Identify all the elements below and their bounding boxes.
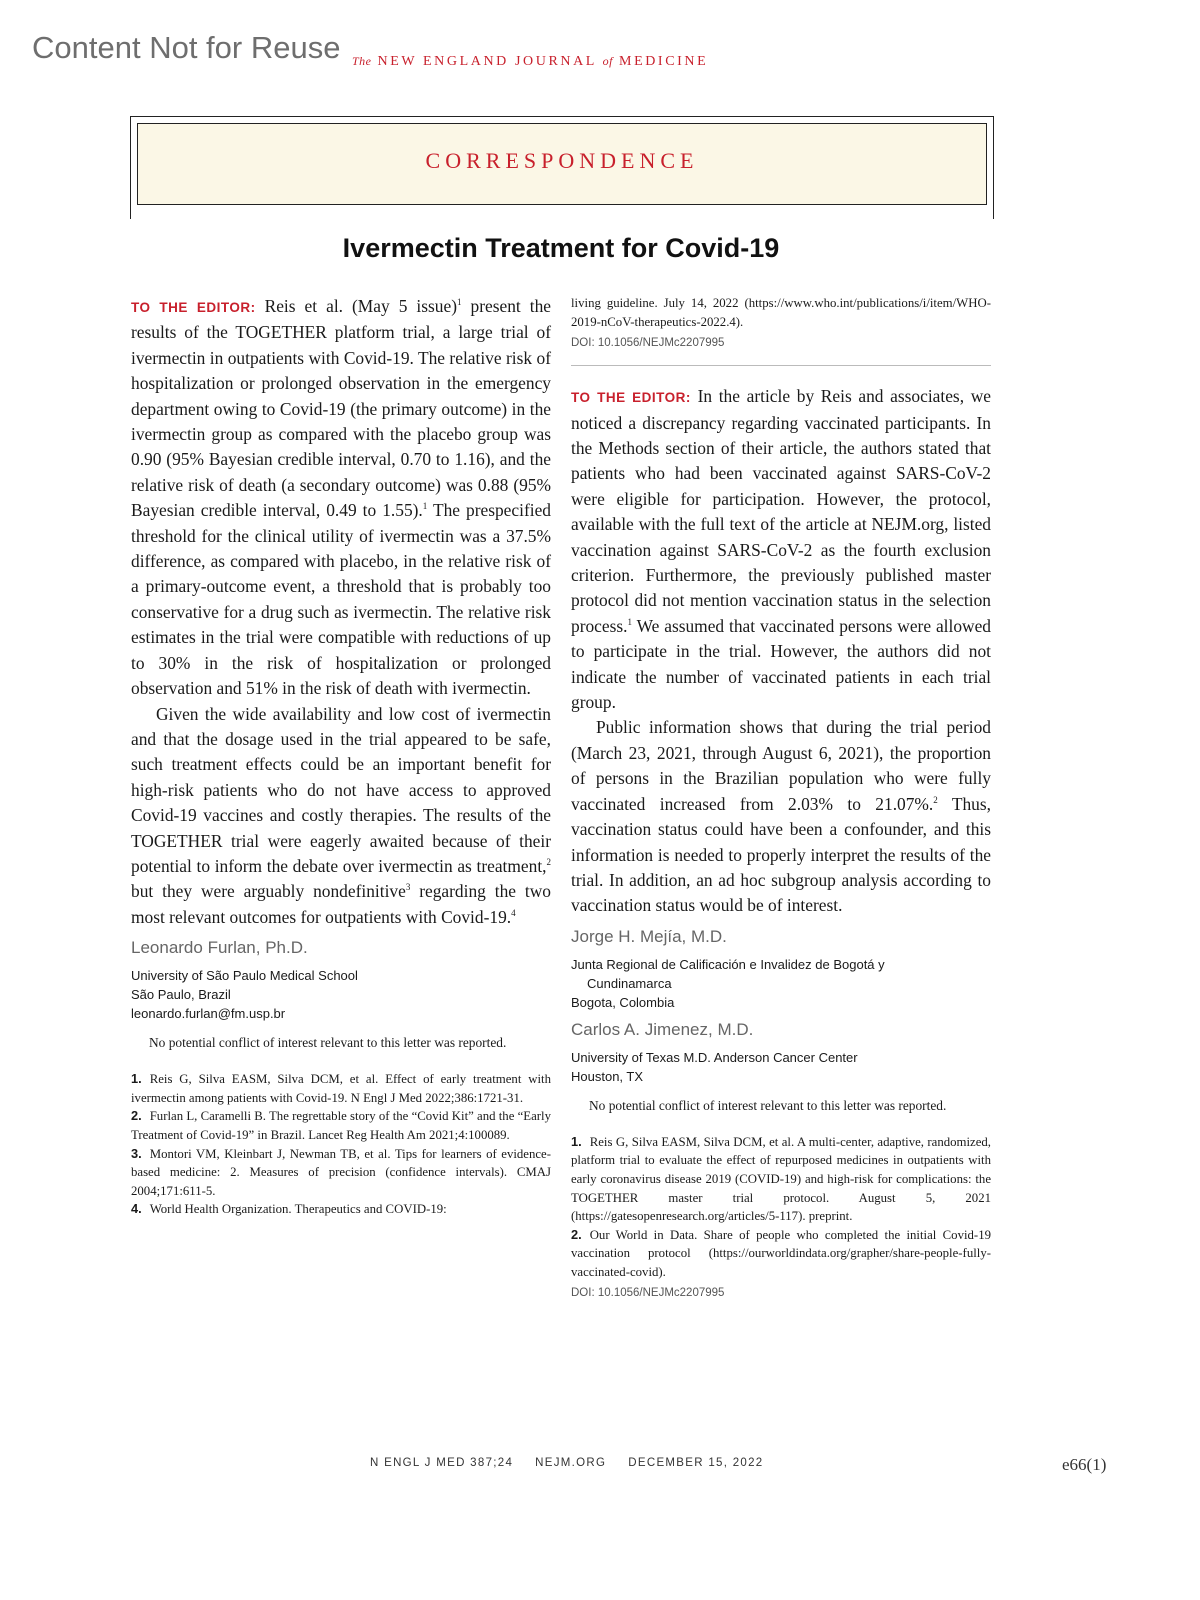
doi[interactable]: DOI: 10.1056/NEJMc2207995 bbox=[571, 337, 725, 350]
section-title: CORRESPONDENCE bbox=[425, 148, 699, 173]
author-email[interactable]: leonardo.furlan@fm.usp.br bbox=[131, 1006, 286, 1022]
article-title: Ivermectin Treatment for Covid-19 bbox=[342, 233, 780, 263]
letter1-paragraph-2: Given the wide availability and low cost of ivermectin and that the dosage used in the trial appeared to be safe, such treatment effects could be an important benefit for high-risk patients who do not have access to approved Covid-19 vaccines and costly therapies. The results of the TOGETHER trial were eagerly awaited because of their potential to inform the debate over ivermectin as treatment,$^2$ but they were arguably nondefinitive$^3$ regarding the two most relevant outcomes for outpatients with Covid-19.$^4$ bbox=[131, 703, 551, 927]
reference-list bbox=[131, 1070, 551, 1219]
left-column bbox=[131, 294, 551, 1219]
reference-item: 1. Reis G, Silva EASM, Silva DCM, et al. A multi-center, adaptive, randomized, platform trial to evaluate the effect of repurposed medicines in outpatients with early coronavirus disease 2019 (COVID-19) and high-risk for complications: the TOGETHER master trial protocol. August 5, 2021 (https://gatesopenresearch.org/articles/5-117). preprint. bbox=[571, 1133, 991, 1224]
author-name: Carlos A. Jimenez, M.D. bbox=[571, 1019, 754, 1039]
reference-list bbox=[571, 1133, 991, 1282]
reference-continuation: living guideline. July 14, 2022 (https://www.who.int/publications/i/item/WHO-2019-nCoV-therapeutics-2022.4). bbox=[571, 296, 991, 329]
reference-item: 2. Furlan L, Caramelli B. The regrettable story of the “Covid Kit” and the “Early Treatment of Covid-19” in Brazil. Lancet Reg Health Am 2021;4:100089. bbox=[131, 1108, 551, 1142]
page-footer: N ENGL J MED 387;24 NEJM.ORG DECEMBER 15, 2022 bbox=[370, 1457, 764, 1469]
watermark: Content Not for Reuse bbox=[32, 30, 341, 65]
section-banner bbox=[130, 116, 994, 219]
divider bbox=[571, 365, 991, 366]
letter2-paragraph-1: TO THE EDITOR: In the article by Reis and associates, we noticed a discrepancy regarding vaccinated participants. In the Methods section of their article, the authors stated that patients who had been vaccinated against SARS-CoV-2 were eligible for participation. However, the protocol, available with the full text of the article at NEJM.org, listed vaccination against SARS-CoV-2 as the fourth exclusion criterion. Furthermore, the previously published master protocol did not mention vaccination status in the selection process.$^1$ We assumed that vaccinated persons were allowed to participate in the trial. However, the authors did not indicate the number of vaccinated patients in each trial group. bbox=[571, 386, 991, 713]
page-number: e66(1) bbox=[1062, 1455, 1107, 1474]
reference-item: 2. Our World in Data. Share of people who completed the initial Covid-19 vaccination protocol (https://ourworldindata.org/grapher/share-people-fully-vaccinated-covid). bbox=[571, 1226, 991, 1279]
letter2-paragraph-2: Public information shows that during the trial period (March 23, 2021, through August 6, 2021), the proportion of persons in the Brazilian population who were fully vaccinated increased from 2.03% to 21.07%.$^2$ Thus, vaccination status could have been a confounder, and this information is needed to properly interpret the results of the trial. In addition, an ad hoc subgroup analysis according to vaccination status would be of interest. bbox=[571, 717, 991, 916]
doi[interactable]: DOI: 10.1056/NEJMc2207995 bbox=[571, 1287, 725, 1300]
author-affiliation: University of São Paulo Medical School São Paulo, Brazil leonardo.furlan@fm.usp.br bbox=[131, 966, 551, 1023]
reference-item: 3. Montori VM, Kleinbart J, Newman TB, et al. Tips for learners of evidence-based medicine: 2. Measures of precision (confidence intervals). CMAJ 2004;171:611-5. bbox=[131, 1145, 551, 1198]
author-name: Jorge H. Mejía, M.D. bbox=[571, 926, 727, 946]
reference-item: 4. World Health Organization. Therapeutics and COVID-19: bbox=[131, 1201, 447, 1217]
reference-item: 1. Reis G, Silva EASM, Silva DCM, et al. Effect of early treatment with ivermectin among patients with Covid-19. N Engl J Med 2022;386:1721-31. bbox=[131, 1071, 551, 1105]
author-name: Leonardo Furlan, Ph.D. bbox=[131, 938, 308, 958]
journal-header: The NEW ENGLAND JOURNAL of MEDICINE bbox=[352, 54, 709, 69]
author-affiliation: University of Texas M.D. Anderson Cancer Center Houston, TX bbox=[571, 1049, 858, 1084]
conflict-statement: No potential conflict of interest relevant to this letter was reported. bbox=[149, 1035, 507, 1051]
letter1-paragraph-1: TO THE EDITOR: Reis et al. (May 5 issue)$^1$ present the results of the TOGETHER platform trial, a large trial of ivermectin in outpatients with Covid-19. The relative risk of hospitalization or prolonged observation in the emergency department owing to Covid-19 (the primary outcome) in the ivermectin group as compared with the placebo group was 0.90 (95% Bayesian credible interval, 0.70 to 1.16), and the relative risk of death (a secondary outcome) was 0.88 (95% Bayesian credible interval, 0.49 to 1.55).$^1$ The prespecified threshold for the clinical utility of ivermectin was a 37.5% difference, as compared with placebo, in the relative risk of a primary-outcome event, a threshold that is probably too conservative for a drug such as ivermectin. The relative risk estimates in the trial were compatible with reductions of up to 30% in the risk of hospitalization or prolonged observation and 51% in the risk of death with ivermectin. bbox=[131, 296, 551, 699]
right-column bbox=[571, 294, 991, 1299]
author-affiliation: Junta Regional de Calificación e Invalidez de Bogotá y Cundinamarca Bogota, Colombia bbox=[571, 956, 885, 1010]
conflict-statement: No potential conflict of interest relevant to this letter was reported. bbox=[589, 1097, 947, 1113]
